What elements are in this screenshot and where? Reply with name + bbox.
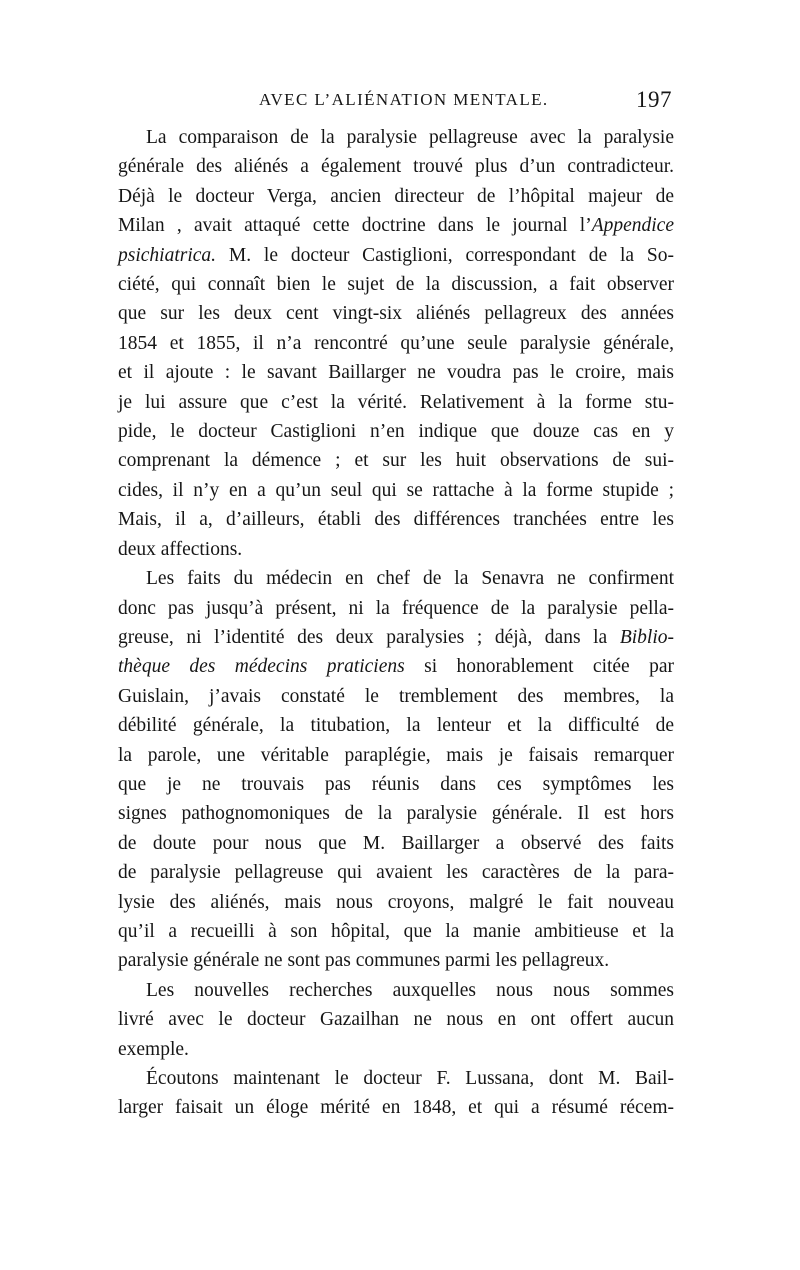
text-line: [118, 623, 674, 652]
text-line: pide, le docteur Castiglioni n’en indique que douze cas en y: [118, 421, 674, 443]
page-number: 197: [636, 87, 672, 112]
text-line: et il ajoute : le savant Baillarger ne voudra pas le croire, mais: [118, 362, 674, 384]
text-line: Mais, il a, d’ailleurs, établi des différences tranchées entre les: [118, 509, 674, 531]
text-line: signes pathognomoniques de la paralysie générale. Il est hors: [118, 803, 674, 825]
text-fragment: si honorablement citée par: [404, 656, 675, 678]
text-line: générale des aliénés a également trouvé plus d’un contradicteur.: [118, 156, 674, 178]
text-fragment: Milan , avait attaqué cette doctrine dans le journal l’: [118, 215, 592, 237]
italic-title: Appendice: [591, 215, 674, 237]
text-line: qu’il a recueilli à son hôpital, que la manie ambitieuse et la: [118, 920, 674, 942]
text-line: débilité générale, la titubation, la lenteur et la difficulté de: [118, 715, 674, 737]
text-line: comprenant la démence ; et sur les huit observations de sui-: [118, 450, 674, 472]
text-line: La comparaison de la paralysie pellagreuse avec la paralysie: [146, 127, 674, 148]
italic-title: psichiatrica.: [118, 244, 217, 266]
text-line: lysie des aliénés, mais nous croyons, malgré le fait nouveau: [118, 891, 674, 913]
text-line: [118, 652, 674, 681]
text-line: Écoutons maintenant le docteur F. Lussana, dont M. Bail-: [146, 1068, 674, 1089]
book-page: [118, 88, 674, 1123]
text-line: 1854 et 1855, il n’a rencontré qu’une seule paralysie générale,: [118, 332, 674, 354]
text-line: [118, 211, 674, 240]
text-line: que je ne trouvais pas réunis dans ces symptômes les: [118, 773, 674, 795]
text-line: exemple.: [118, 1038, 189, 1060]
running-header: [118, 88, 674, 118]
text-line: livré avec le docteur Gazailhan ne nous en ont offert aucun: [118, 1009, 674, 1031]
text-line: je lui assure que c’est la vérité. Relativement à la forme stu-: [118, 391, 674, 413]
text-line: larger faisait un éloge mérité en 1848, et qui a résumé récem-: [118, 1097, 674, 1119]
paragraph-3: [118, 976, 674, 1064]
text-line: deux affections.: [118, 538, 243, 560]
text-line: que sur les deux cent vingt-six aliénés pellagreux des années: [118, 303, 674, 325]
text-line: cides, il n’y en a qu’un seul qui se rattache à la forme stupide ;: [118, 479, 674, 501]
text-line: donc pas jusqu’à présent, ni la fréquence de la paralysie pella-: [118, 597, 674, 619]
text-line: ciété, qui connaît bien le sujet de la discussion, a fait observer: [118, 274, 674, 296]
text-line: Guislain, j’avais constaté le tremblement des membres, la: [118, 685, 674, 707]
text-line: de paralysie pellagreuse qui avaient les caractères de la para-: [118, 862, 674, 884]
italic-title: thèque des médecins praticiens: [118, 656, 405, 678]
text-line: Déjà le docteur Verga, ancien directeur de l’hôpital majeur de: [118, 185, 674, 207]
running-title: AVEC L’ALIÉNATION MENTALE.: [259, 90, 549, 109]
text-line: Les nouvelles recherches auxquelles nous nous sommes: [146, 979, 674, 1001]
text-line: Les faits du médecin en chef de la Senavra ne confirment: [146, 568, 674, 590]
paragraph-1: [118, 123, 674, 564]
italic-title: Biblio-: [619, 626, 674, 648]
paragraph-4: [118, 1064, 674, 1123]
paragraph-2: [118, 564, 674, 976]
text-line: la parole, une véritable paraplégie, mais je faisais remarquer: [118, 744, 674, 766]
text-line: [118, 241, 674, 270]
body-text: [118, 123, 674, 1123]
text-line: de doute pour nous que M. Baillarger a observé des faits: [118, 832, 674, 854]
text-fragment: M. le docteur Castiglioni, correspondant de la So-: [216, 244, 674, 266]
text-line: paralysie générale ne sont pas communes parmi les pellagreux.: [118, 950, 610, 972]
text-fragment: greuse, ni l’identité des deux paralysies ; déjà, dans la: [118, 626, 620, 648]
